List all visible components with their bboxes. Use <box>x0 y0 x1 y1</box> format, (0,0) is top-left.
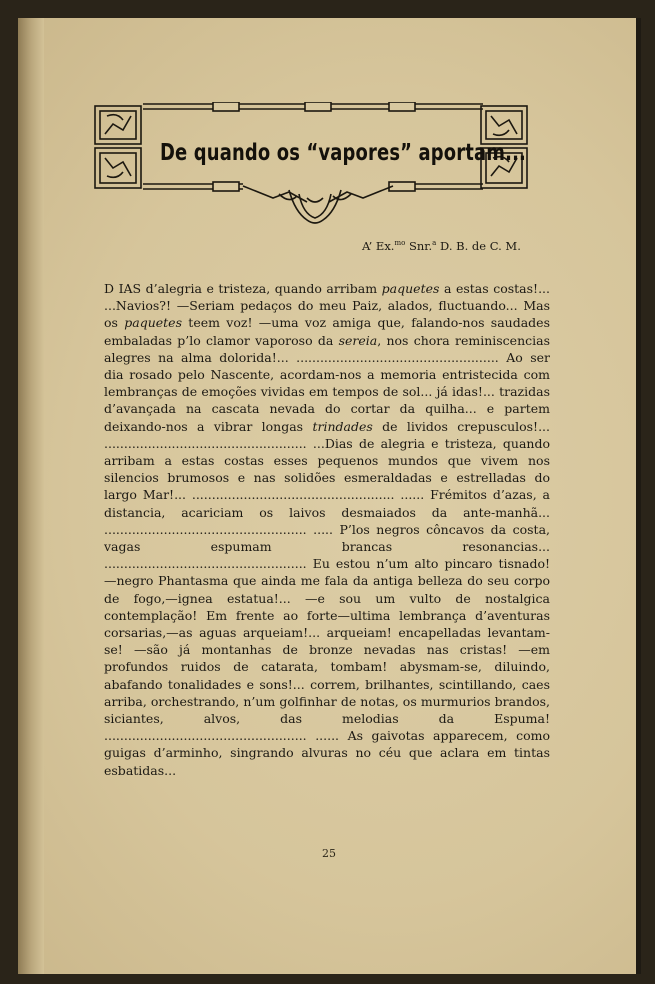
page-edge <box>636 18 641 974</box>
book-page <box>18 18 636 974</box>
dedication-sup-a: a <box>432 239 437 248</box>
dedication-name: D. B. de C. M. <box>436 239 521 253</box>
chapter-title: De quando os “vapores” aportam... <box>160 140 527 166</box>
title-ornament-frame <box>93 102 529 234</box>
page-number: 25 <box>322 847 336 860</box>
page-gutter <box>18 18 44 974</box>
dedication-prefix: A’ Ex. <box>362 239 395 253</box>
body-text: D IAS d’alegria e tristeza, quando arribam paquetes a estas costas!... ...Navios?! —Seriam pedaços do meu Paiz, alados, fluctuando... Mas os paquetes teem voz! —uma voz amiga que, falando-nos saudades embaladas p’lo clamor vaporoso da sereia, nos chora reminiscencias alegres na alma dolorida!... ................................................... Ao ser dia rosado pelo Nascente, acordam-nos a memoria entristecida com lembranças de emoções vividas em tempos de sol... já idas!... trazidas d’avançada na cascata nevada do cortar da quilha... e partem deixando-nos a vibrar longas trindades de lividos crepusculos!... ................................................... ...Dias de alegria e tristeza, quando arribam a estas costas esses pequenos mundos que vivem nos silencios brumosos e nas solidões esmeraldadas e estrelladas do largo Mar!... ................................................... ...... Frémitos d’azas, a distancia, acariciam os laivos desmaiados da ante-manhã... ................................................... ..... P’los negros côncavos da costa, vagas espumam brancas resonancias... ................................................... Eu estou n’um alto pincaro tisnado! —negro Phantasma que ainda me fala da antiga belleza do seu corpo de fogo,—ignea estatua!... —e sou um vulto de nostalgica contemplação! Em frente ao forte—ultima lembrança d’aventuras corsarias,—as aguas arqueiam!... arqueiam! encapelladas levantam-se! —são já montanhas de bronze nevadas nas cristas! —em profundos ruidos de catarata, tombam! abysmam-se, diluindo, abafando tonalidades e sons!... correm, brilhantes, scintillando, caes arriba, orchestrando, n’um golfinhar de notas, os murmurios brandos, siciantes, alvos, das melodias da Espuma! ................................................... ...... As gaivotas apparecem, como guigas d’arminho, singrando alvuras no céu que aclara em tintas esbatidas... <box>104 281 550 778</box>
dedication-mid: Snr. <box>405 239 433 253</box>
dedication-sup-mo: mo <box>394 239 406 248</box>
dedication-line <box>362 239 562 253</box>
